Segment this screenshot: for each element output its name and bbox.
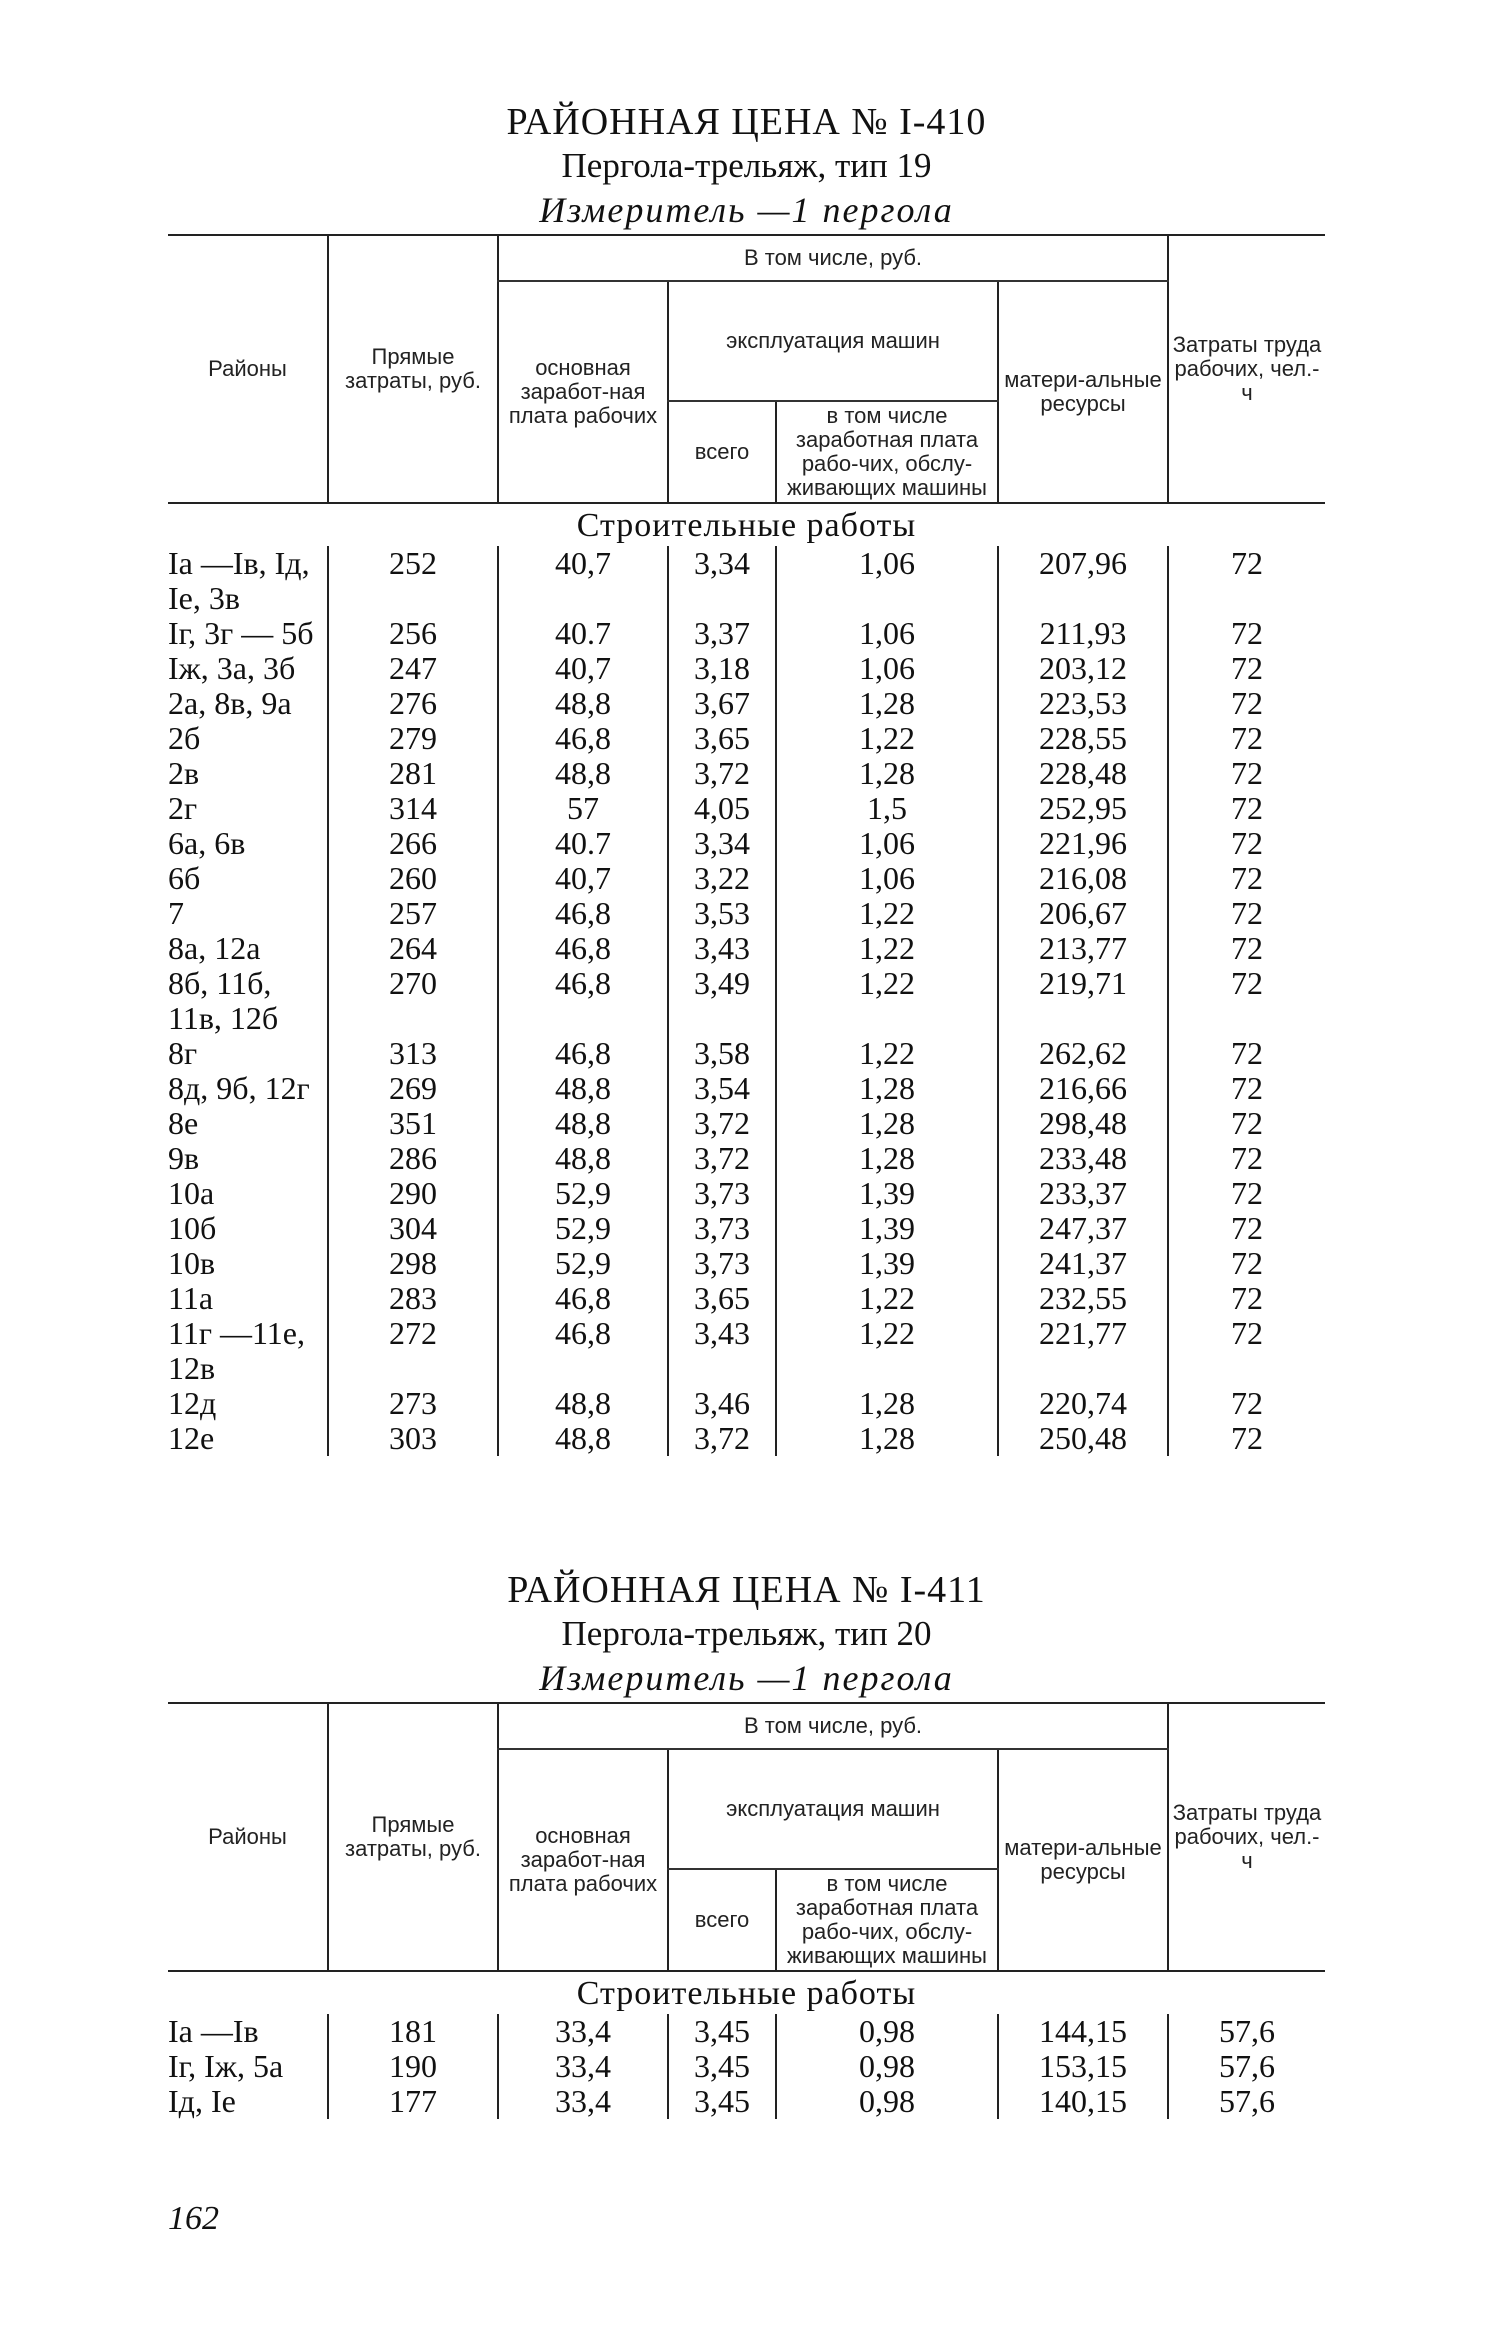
header-including: В том числе, руб. [498, 235, 1168, 281]
table-row [168, 651, 1325, 686]
page-number: 162 [168, 2200, 219, 2237]
header-direct-costs: Прямые затраты, руб. [328, 235, 498, 503]
cell-materials: 228,48 [998, 756, 1168, 791]
cell-wage: 46,8 [498, 1316, 668, 1386]
section-measure: Измеритель —1 пергола [539, 190, 954, 230]
cell-direct-costs: 257 [328, 896, 498, 931]
cell-materials: 203,12 [998, 651, 1168, 686]
cell-machines-total: 3,67 [668, 686, 776, 721]
cell-machine-wage: 1,39 [776, 1246, 998, 1281]
cell-labor: 72 [1168, 1421, 1325, 1456]
cell-region: 8б, 11б, 11в, 12б [168, 965, 279, 1036]
cell-labor: 72 [1168, 721, 1325, 756]
cell-direct-costs: 270 [328, 966, 498, 1036]
cell-region: 8г [168, 1035, 198, 1071]
cell-machine-wage: 1,5 [776, 791, 998, 826]
category-label: Строительные работы [576, 507, 917, 544]
cell-direct-costs: 281 [328, 756, 498, 791]
cell-wage: 40,7 [498, 546, 668, 616]
table-row [168, 861, 1325, 896]
cell-direct-costs: 283 [328, 1281, 498, 1316]
cell-labor: 72 [1168, 791, 1325, 826]
cell-machines-total: 3,65 [668, 721, 776, 756]
cell-region: Iг, Iж, 5а [168, 2048, 284, 2084]
cell-wage: 48,8 [498, 1071, 668, 1106]
cell-labor: 72 [1168, 931, 1325, 966]
cell-labor: 57,6 [1168, 2014, 1325, 2049]
cell-machine-wage: 1,06 [776, 651, 998, 686]
cell-wage: 40.7 [498, 616, 668, 651]
cell-wage: 48,8 [498, 1106, 668, 1141]
category-label: Строительные работы [576, 1975, 917, 2012]
cell-direct-costs: 247 [328, 651, 498, 686]
cell-direct-costs: 314 [328, 791, 498, 826]
table-row [168, 1316, 1325, 1386]
cell-machines-total: 3,53 [668, 896, 776, 931]
cell-materials: 220,74 [998, 1386, 1168, 1421]
cell-machine-wage: 1,28 [776, 1141, 998, 1176]
table-row [168, 1246, 1325, 1281]
cell-machines-total: 3,45 [668, 2014, 776, 2049]
cell-labor: 72 [1168, 756, 1325, 791]
cell-materials: 247,37 [998, 1211, 1168, 1246]
header-wage: основная заработ-ная плата рабочих [498, 281, 668, 503]
cell-machine-wage: 1,06 [776, 861, 998, 896]
cell-machines-total: 3,73 [668, 1176, 776, 1211]
cell-machines-total: 3,54 [668, 1071, 776, 1106]
cell-wage: 52,9 [498, 1176, 668, 1211]
cell-wage: 46,8 [498, 721, 668, 756]
cell-materials: 213,77 [998, 931, 1168, 966]
cell-region: Iг, 3г — 5б [168, 615, 314, 651]
cell-direct-costs: 290 [328, 1176, 498, 1211]
table-row [168, 1176, 1325, 1211]
cell-materials: 221,96 [998, 826, 1168, 861]
cell-machines-total: 3,72 [668, 1141, 776, 1176]
cell-machine-wage: 1,06 [776, 546, 998, 616]
cell-wage: 33,4 [498, 2014, 668, 2049]
cell-wage: 46,8 [498, 1281, 668, 1316]
cell-labor: 72 [1168, 1281, 1325, 1316]
section-measure: Измеритель —1 пергола [539, 1658, 954, 1698]
cell-direct-costs: 266 [328, 826, 498, 861]
cell-wage: 46,8 [498, 931, 668, 966]
cell-machines-total: 3,72 [668, 1106, 776, 1141]
cell-materials: 140,15 [998, 2084, 1168, 2119]
header-total: всего [668, 401, 776, 503]
cell-direct-costs: 264 [328, 931, 498, 966]
cell-materials: 241,37 [998, 1246, 1168, 1281]
cell-direct-costs: 273 [328, 1386, 498, 1421]
cell-machine-wage: 1,28 [776, 1071, 998, 1106]
cell-wage: 46,8 [498, 1036, 668, 1071]
cell-labor: 72 [1168, 686, 1325, 721]
cell-machine-wage: 1,28 [776, 1106, 998, 1141]
cell-machines-total: 3,34 [668, 546, 776, 616]
cell-machines-total: 3,72 [668, 756, 776, 791]
cell-region: 8д, 9б, 12г [168, 1070, 310, 1106]
cell-machine-wage: 0,98 [776, 2084, 998, 2119]
cell-machine-wage: 1,06 [776, 616, 998, 651]
cell-machine-wage: 1,28 [776, 756, 998, 791]
cell-materials: 233,37 [998, 1176, 1168, 1211]
cell-machine-wage: 1,22 [776, 1316, 998, 1386]
header-wage: основная заработ-ная плата рабочих [498, 1749, 668, 1971]
cell-machines-total: 3,45 [668, 2084, 776, 2119]
cell-direct-costs: 177 [328, 2084, 498, 2119]
cell-region: 6а, 6в [168, 825, 246, 861]
cell-machine-wage: 1,28 [776, 1386, 998, 1421]
section-subtitle: Пергола-трельяж, тип 19 [561, 146, 932, 185]
cell-machine-wage: 1,39 [776, 1211, 998, 1246]
cell-materials: 219,71 [998, 966, 1168, 1036]
cell-wage: 48,8 [498, 1141, 668, 1176]
cell-region: Iд, Iе [168, 2083, 236, 2119]
cell-wage: 48,8 [498, 1421, 668, 1456]
cell-direct-costs: 260 [328, 861, 498, 896]
cell-machine-wage: 1,39 [776, 1176, 998, 1211]
cell-machines-total: 3,73 [668, 1246, 776, 1281]
table-row [168, 756, 1325, 791]
cell-machines-total: 3,65 [668, 1281, 776, 1316]
cell-direct-costs: 304 [328, 1211, 498, 1246]
cell-direct-costs: 286 [328, 1141, 498, 1176]
cell-materials: 144,15 [998, 2014, 1168, 2049]
cell-labor: 72 [1168, 966, 1325, 1036]
cell-region: Iж, 3а, 3б [168, 650, 296, 686]
table-row [168, 1141, 1325, 1176]
cell-labor: 72 [1168, 616, 1325, 651]
section-title: РАЙОННАЯ ЦЕНА № I-411 [507, 1569, 986, 1611]
cell-materials: 207,96 [998, 546, 1168, 616]
cell-materials: 223,53 [998, 686, 1168, 721]
cell-materials: 216,66 [998, 1071, 1168, 1106]
cell-wage: 52,9 [498, 1246, 668, 1281]
cell-direct-costs: 303 [328, 1421, 498, 1456]
cell-region: 11г —11е, 12в [168, 1315, 305, 1386]
cell-machines-total: 3,73 [668, 1211, 776, 1246]
cell-labor: 72 [1168, 826, 1325, 861]
cell-machines-total: 3,37 [668, 616, 776, 651]
cell-machines-total: 4,05 [668, 791, 776, 826]
table-row [168, 2084, 1325, 2119]
cell-machines-total: 3,34 [668, 826, 776, 861]
table-row [168, 1071, 1325, 1106]
cell-materials: 221,77 [998, 1316, 1168, 1386]
table-row [168, 931, 1325, 966]
cell-region: 12е [168, 1420, 215, 1456]
cell-machines-total: 3,18 [668, 651, 776, 686]
cell-direct-costs: 256 [328, 616, 498, 651]
cell-materials: 233,48 [998, 1141, 1168, 1176]
cell-region: 2г [168, 790, 198, 826]
cell-direct-costs: 190 [328, 2049, 498, 2084]
cell-region: 8е [168, 1105, 199, 1141]
cell-machines-total: 3,45 [668, 2049, 776, 2084]
cell-wage: 33,4 [498, 2084, 668, 2119]
cell-labor: 72 [1168, 1176, 1325, 1211]
table-row [168, 1036, 1325, 1071]
cell-region: 7 [168, 895, 184, 931]
header-materials: матери-альные ресурсы [998, 281, 1168, 503]
cell-wage: 48,8 [498, 756, 668, 791]
cell-region: 10а [168, 1175, 215, 1211]
cell-machine-wage: 1,06 [776, 826, 998, 861]
cell-labor: 72 [1168, 546, 1325, 616]
cell-region: 9в [168, 1140, 200, 1176]
cell-machines-total: 3,72 [668, 1421, 776, 1456]
cell-wage: 40,7 [498, 651, 668, 686]
header-machines: эксплуатация машин [668, 281, 998, 401]
section-subtitle: Пергола-трельяж, тип 20 [561, 1614, 932, 1653]
cell-labor: 72 [1168, 1141, 1325, 1176]
table-row [168, 1211, 1325, 1246]
table-header [168, 234, 1325, 504]
cell-machine-wage: 0,98 [776, 2014, 998, 2049]
cell-labor: 72 [1168, 1036, 1325, 1071]
cell-machines-total: 3,58 [668, 1036, 776, 1071]
price-section-411 [168, 1568, 1325, 2119]
cell-labor: 72 [1168, 1386, 1325, 1421]
cell-labor: 72 [1168, 896, 1325, 931]
cell-machine-wage: 1,22 [776, 931, 998, 966]
cell-materials: 153,15 [998, 2049, 1168, 2084]
cell-materials: 262,62 [998, 1036, 1168, 1071]
cell-machines-total: 3,49 [668, 966, 776, 1036]
cell-wage: 52,9 [498, 1211, 668, 1246]
cell-machines-total: 3,22 [668, 861, 776, 896]
cell-machine-wage: 1,22 [776, 721, 998, 756]
cell-labor: 72 [1168, 1106, 1325, 1141]
cell-direct-costs: 181 [328, 2014, 498, 2049]
cell-region: 12д [168, 1385, 217, 1421]
cell-machine-wage: 1,28 [776, 686, 998, 721]
header-machines: эксплуатация машин [668, 1749, 998, 1869]
cell-wage: 33,4 [498, 2049, 668, 2084]
cell-region: 10б [168, 1210, 217, 1246]
cell-region: 6б [168, 860, 201, 896]
cell-machine-wage: 1,28 [776, 1421, 998, 1456]
cell-machine-wage: 1,22 [776, 1281, 998, 1316]
cell-materials: 232,55 [998, 1281, 1168, 1316]
section-title: РАЙОННАЯ ЦЕНА № I-410 [506, 101, 987, 143]
header-labor: Затраты труда рабочих, чел.-ч [1168, 1703, 1325, 1971]
table-row [168, 1106, 1325, 1141]
cell-labor: 72 [1168, 1316, 1325, 1386]
header-including: В том числе, руб. [498, 1703, 1168, 1749]
table-row [168, 686, 1325, 721]
cell-direct-costs: 279 [328, 721, 498, 756]
price-table-410 [168, 546, 1325, 1456]
cell-region: 2а, 8в, 9а [168, 685, 292, 721]
cell-region: 11а [168, 1280, 214, 1316]
cell-labor: 72 [1168, 651, 1325, 686]
cell-region: 10в [168, 1245, 216, 1281]
cell-machine-wage: 1,22 [776, 966, 998, 1036]
table-row [168, 896, 1325, 931]
table-row [168, 791, 1325, 826]
cell-wage: 40.7 [498, 826, 668, 861]
table-row [168, 2014, 1325, 2049]
table-row [168, 826, 1325, 861]
cell-materials: 216,08 [998, 861, 1168, 896]
cell-machines-total: 3,43 [668, 931, 776, 966]
table-row [168, 966, 1325, 1036]
table-header [168, 1702, 1325, 1972]
header-machine-wage: в том числе заработная плата рабо-чих, обслу-живающих машины [776, 1869, 998, 1971]
cell-wage: 57 [498, 791, 668, 826]
table-row [168, 2049, 1325, 2084]
cell-materials: 298,48 [998, 1106, 1168, 1141]
cell-materials: 250,48 [998, 1421, 1168, 1456]
cell-wage: 48,8 [498, 686, 668, 721]
header-materials: матери-альные ресурсы [998, 1749, 1168, 1971]
cell-wage: 40,7 [498, 861, 668, 896]
cell-labor: 72 [1168, 861, 1325, 896]
header-labor: Затраты труда рабочих, чел.-ч [1168, 235, 1325, 503]
cell-machine-wage: 1,22 [776, 1036, 998, 1071]
cell-direct-costs: 276 [328, 686, 498, 721]
table-row [168, 546, 1325, 616]
table-row [168, 616, 1325, 651]
cell-wage: 48,8 [498, 1386, 668, 1421]
cell-machines-total: 3,43 [668, 1316, 776, 1386]
table-row [168, 1421, 1325, 1456]
cell-region: Iа —Iв, Iд, Iе, 3в [168, 545, 310, 616]
cell-materials: 206,67 [998, 896, 1168, 931]
cell-labor: 72 [1168, 1211, 1325, 1246]
header-regions: Районы [168, 1703, 328, 1971]
cell-region: Iа —Iв [168, 2013, 259, 2049]
price-table-411 [168, 2014, 1325, 2119]
cell-region: 2б [168, 720, 201, 756]
cell-direct-costs: 269 [328, 1071, 498, 1106]
cell-wage: 46,8 [498, 896, 668, 931]
cell-region: 2в [168, 755, 200, 791]
header-total: всего [668, 1869, 776, 1971]
cell-labor: 57,6 [1168, 2049, 1325, 2084]
cell-labor: 72 [1168, 1071, 1325, 1106]
price-section-410 [168, 100, 1325, 1456]
cell-direct-costs: 313 [328, 1036, 498, 1071]
table-row [168, 1386, 1325, 1421]
cell-direct-costs: 298 [328, 1246, 498, 1281]
cell-machines-total: 3,46 [668, 1386, 776, 1421]
header-direct-costs: Прямые затраты, руб. [328, 1703, 498, 1971]
table-row [168, 1281, 1325, 1316]
cell-machine-wage: 0,98 [776, 2049, 998, 2084]
cell-materials: 211,93 [998, 616, 1168, 651]
cell-materials: 228,55 [998, 721, 1168, 756]
header-machine-wage: в том числе заработная плата рабо-чих, обслу-живающих машины [776, 401, 998, 503]
cell-wage: 46,8 [498, 966, 668, 1036]
cell-labor: 57,6 [1168, 2084, 1325, 2119]
cell-direct-costs: 351 [328, 1106, 498, 1141]
header-regions: Районы [168, 235, 328, 503]
cell-materials: 252,95 [998, 791, 1168, 826]
table-row [168, 721, 1325, 756]
cell-machine-wage: 1,22 [776, 896, 998, 931]
cell-direct-costs: 252 [328, 546, 498, 616]
cell-region: 8а, 12а [168, 930, 261, 966]
cell-direct-costs: 272 [328, 1316, 498, 1386]
cell-labor: 72 [1168, 1246, 1325, 1281]
